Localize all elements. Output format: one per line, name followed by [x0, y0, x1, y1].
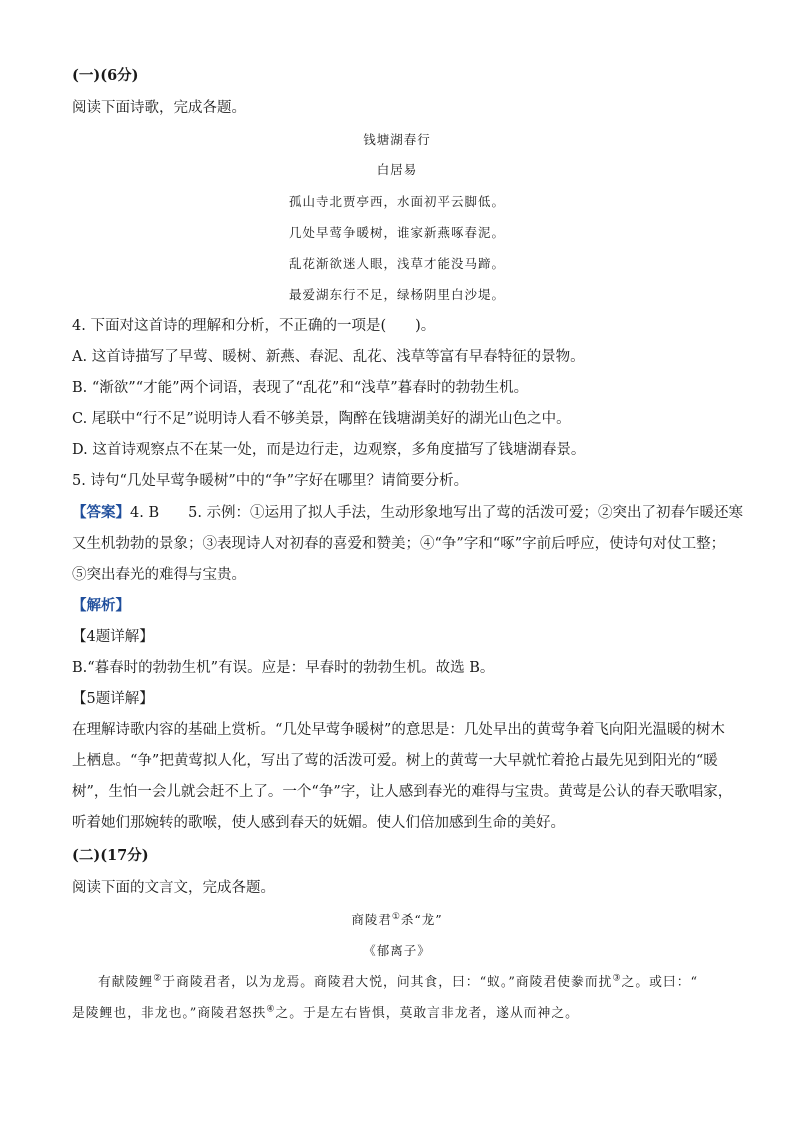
q4-detail-text: B.“暮春时的勃勃生机”有误。应是：早春时的勃勃生机。故选 B。 [72, 660, 495, 676]
passage-title-post: 杀“龙” [400, 912, 443, 927]
answer-text: 4. B 5. 示例：①运用了拟人手法，生动形象地写出了莺的活泼可爱；②突出了初春乍暖还寒 [130, 505, 744, 521]
q5-detail-line: 在理解诗歌内容的基础上赏析。“几处早莺争暖树”的意思是：几处早出的黄莺争着飞向阳光温暖的树木 [72, 722, 725, 738]
q4-detail-label: 【4题详解】 [72, 629, 154, 645]
passage-title [0, 910, 794, 930]
section2-heading: (二)(17分) [72, 847, 149, 864]
footnote-marker: ④ [266, 1004, 276, 1015]
analysis-label: 【解析】 [72, 597, 130, 614]
q5-detail-label: 【5题详解】 [72, 691, 154, 707]
answer-label: 【答案】 [72, 504, 130, 521]
question-4-option-a: A. 这首诗描写了早莺、暖树、新燕、春泥、乱花、浅草等富有早春特征的景物。 [72, 349, 585, 365]
poem-line: 乱花渐欲迷人眼，浅草才能没马蹄。 [288, 256, 505, 271]
poem-author: 白居易 [376, 162, 418, 177]
answer-line: ⑤突出春光的难得与宝贵。 [72, 567, 246, 583]
section1-heading: (一)(6分) [72, 67, 139, 84]
q5-detail-line: 上栖息。“争”把黄莺拟人化，写出了莺的活泼可爱。树上的黄莺一大早就忙着抢占最先见到阳光的“暖 [72, 753, 718, 769]
question-4-option-c: C. 尾联中“行不足”说明诗人看不够美景，陶醉在钱塘湖美好的湖光山色之中。 [72, 411, 571, 427]
footnote-marker: ① [391, 911, 401, 922]
section1-instruction: 阅读下面诗歌，完成各题。 [72, 100, 246, 116]
passage-line-1: 有献陵鲤②于商陵君者，以为龙焉。商陵君大悦，问其食，曰：“蚁。”商陵君使豢而扰③之。或曰：“ [98, 973, 699, 990]
passage-source: 《郁离子》 [363, 943, 431, 958]
poem-title: 钱塘湖春行 [363, 132, 431, 147]
question-4-stem: 4. 下面对这首诗的理解和分析，不正确的一项是( )。 [72, 318, 436, 334]
section2-instruction: 阅读下面的文言文，完成各题。 [72, 880, 275, 896]
poem-line: 最爱湖东行不足，绿杨阴里白沙堤。 [288, 287, 505, 302]
passage-line-2: 是陵鲤也，非龙也。”商陵君怒抶④之。于是左右皆惧，莫敢言非龙者，遂从而神之。 [72, 1004, 579, 1021]
footnote-marker: ③ [612, 973, 622, 984]
q5-detail-line: 树”，生怕一会儿就会赶不上了。一个“争”字，让人感到春光的难得与宝贵。黄莺是公认的春天歌唱家， [72, 784, 733, 800]
q5-detail-line: 听着她们那婉转的歌喉，使人感到春天的妩媚。使人们倍加感到生命的美好。 [72, 815, 565, 831]
passage-title-pre: 商陵君 [351, 912, 392, 927]
question-5-stem: 5. 诗句“几处早莺争暖树”中的“争”字好在哪里？请简要分析。 [72, 473, 469, 489]
answer-line [72, 503, 744, 523]
poem-line: 几处早莺争暖树，谁家新燕啄春泥。 [288, 225, 505, 240]
footnote-marker: ② [153, 973, 163, 984]
poem-line: 孤山寺北贾亭西，水面初平云脚低。 [288, 194, 505, 209]
answer-line: 又生机勃勃的景象；③表现诗人对初春的喜爱和赞美；④“争”字和“啄”字前后呼应，使诗句对仗工整； [72, 536, 726, 552]
question-4-option-b: B. “渐欲”“才能”两个词语，表现了“乱花”和“浅草”暮春时的勃勃生机。 [72, 380, 529, 396]
question-4-option-d: D. 这首诗观察点不在某一处，而是边行走，边观察，多角度描写了钱塘湖春景。 [72, 442, 586, 458]
